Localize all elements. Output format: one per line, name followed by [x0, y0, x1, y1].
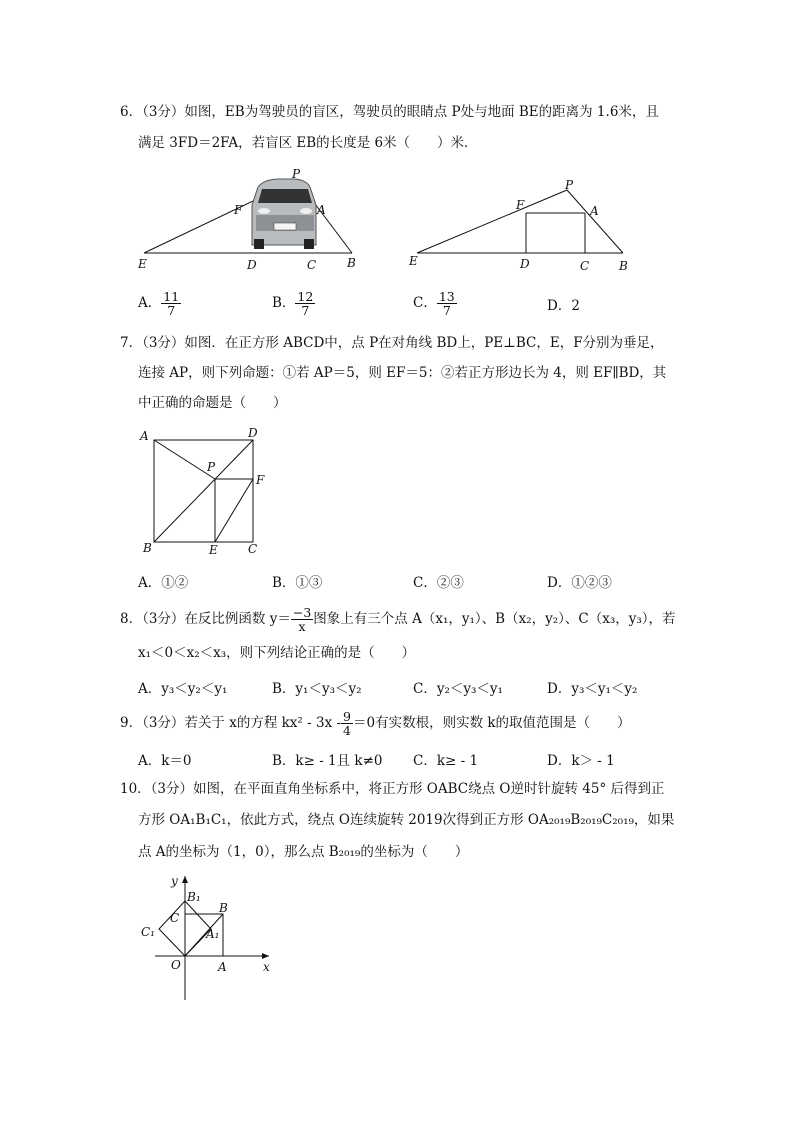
q8-option-d[interactable]: D．y₃＜y₁＜y₂	[547, 681, 638, 697]
q9-option-a[interactable]: A．k＝0	[138, 753, 192, 769]
q9-option-c[interactable]: C．k≥ - 1	[413, 753, 479, 769]
q6b-label-A: A	[590, 204, 599, 218]
q9-option-b[interactable]: B．k≥ - 1且 k≠0	[272, 753, 383, 769]
q6a-label-P: P	[292, 167, 301, 181]
q7-label-P: P	[207, 460, 216, 474]
q6b-label-D: D	[520, 257, 530, 271]
q10-label-C: C	[170, 911, 180, 925]
q8-option-c[interactable]: C．y₂＜y₃＜y₁	[413, 681, 503, 697]
q6-option-d-letter: D．	[547, 298, 572, 314]
q6-option-c[interactable]	[413, 290, 457, 317]
q6b-label-E: E	[409, 254, 418, 268]
q8-frac-den: x	[298, 619, 306, 634]
q6b-label-P: P	[565, 178, 574, 192]
q6-option-c-den: 7	[442, 303, 451, 318]
q6-option-c-num: 13	[438, 289, 455, 304]
q6a-label-A: A	[317, 203, 326, 217]
q6-figure-geometry	[405, 175, 635, 275]
q7-label-C: C	[248, 542, 258, 556]
q8-line1-post: 图象上有三个点 A（x₁，y₁）、B（x₂，y₂）、C（x₃，y₃），若	[313, 611, 676, 627]
q9-line1-pre: 9．（3分）若关于 x的方程 kx² - 3x -	[120, 715, 342, 731]
q10-label-C1: C₁	[141, 925, 155, 939]
q7-line2: 连接 AP，则下列命题：①若 AP＝5，则 EF＝5：②若正方形边长为 4，则 EF∥BD，其	[138, 365, 667, 381]
q10-label-O: O	[171, 958, 181, 972]
q6-line1: 6．（3分）如图，EB为驾驶员的盲区，驾驶员的眼睛点 P处与地面 BE的距离为 1.6米，且	[120, 104, 659, 120]
q8-line2: x₁＜0＜x₂＜x₃，则下列结论正确的是（ ）	[138, 645, 416, 661]
q10-label-A1: A₁	[206, 927, 220, 941]
q9-frac-num: 9	[343, 709, 351, 724]
q10-label-B1: B₁	[187, 890, 201, 904]
car-image	[252, 179, 316, 249]
q7-label-F: F	[256, 473, 265, 487]
q7-option-b[interactable]: B．①③	[272, 575, 323, 591]
q9-option-d[interactable]: D．k＞ - 1	[547, 753, 615, 769]
q7-option-a[interactable]: A．①②	[138, 575, 189, 591]
q6-figure-car	[130, 165, 370, 275]
q7-label-E: E	[209, 543, 218, 557]
q6-option-a[interactable]	[138, 290, 181, 317]
q10-figure-coordinate	[135, 868, 280, 1008]
q6-option-b[interactable]	[272, 290, 315, 317]
q6b-label-C: C	[580, 259, 590, 273]
q7-figure-square	[135, 424, 275, 564]
q6a-label-B: B	[347, 256, 356, 270]
q8-option-a[interactable]: A．y₃＜y₂＜y₁	[138, 681, 228, 697]
q10-line2: 方形 OA₁B₁C₁，依此方式，绕点 O连续旋转 2019次得到正方形 OA₂₀₁₉B₂₀₁₉C₂₀₁₉，如果	[138, 812, 675, 828]
q7-option-c[interactable]: C．②③	[413, 575, 464, 591]
q7-line1: 7．（3分）如图．在正方形 ABCD中，点 P在对角线 BD上，PE⊥BC，E，F分别为垂足，	[120, 335, 664, 351]
q6-option-b-den: 7	[301, 303, 310, 318]
q6-option-b-num: 12	[297, 289, 314, 304]
q7-option-d[interactable]: D．①②③	[547, 575, 612, 591]
q7-label-B: B	[143, 541, 152, 555]
q6a-label-D: D	[247, 258, 257, 272]
q6-option-c-letter: C．	[413, 295, 437, 311]
q8-option-b[interactable]: B．y₁＜y₃＜y₂	[272, 681, 362, 697]
q8-line1	[120, 605, 676, 633]
q6-option-d-text: 2	[571, 298, 580, 314]
q9-line1	[120, 709, 631, 737]
q6-option-a-letter: A．	[138, 295, 162, 311]
q10-label-A: A	[218, 960, 227, 974]
q10-label-x: x	[263, 960, 270, 974]
q7-label-D: D	[248, 426, 258, 440]
q8-line1-pre: 8．（3分）在反比例函数 y＝	[120, 611, 291, 627]
q6-option-a-num: 11	[163, 289, 180, 304]
q7-line3: 中正确的命题是（ ）	[138, 395, 287, 411]
q9-frac-den: 4	[343, 723, 351, 738]
q7-label-A: A	[140, 429, 149, 443]
q6-line2: 满足 3FD＝2FA，若盲区 EB的长度是 6米（ ）米．	[138, 135, 478, 151]
q8-frac-num: −3	[292, 605, 312, 620]
q6a-label-F: F	[234, 203, 243, 217]
q6-option-b-letter: B．	[272, 295, 296, 311]
q6a-label-E: E	[138, 257, 147, 271]
q6-option-d[interactable]	[547, 294, 580, 314]
q6b-label-B: B	[619, 259, 628, 273]
q10-label-y: y	[171, 874, 178, 888]
q6a-label-C: C	[307, 258, 317, 272]
q9-line1-post: ＝0有实数根，则实数 k的取值范围是（ ）	[352, 715, 631, 731]
q10-line3: 点 A的坐标为（1，0），那么点 B₂₀₁₉的坐标为（ ）	[138, 844, 469, 860]
q6b-label-F: F	[516, 198, 525, 212]
q10-label-B: B	[219, 901, 228, 915]
q10-line1: 10．（3分）如图，在平面直角坐标系中，将正方形 OABC绕点 O逆时针旋转 45° 后得到正	[120, 781, 665, 797]
q6-option-a-den: 7	[167, 303, 176, 318]
